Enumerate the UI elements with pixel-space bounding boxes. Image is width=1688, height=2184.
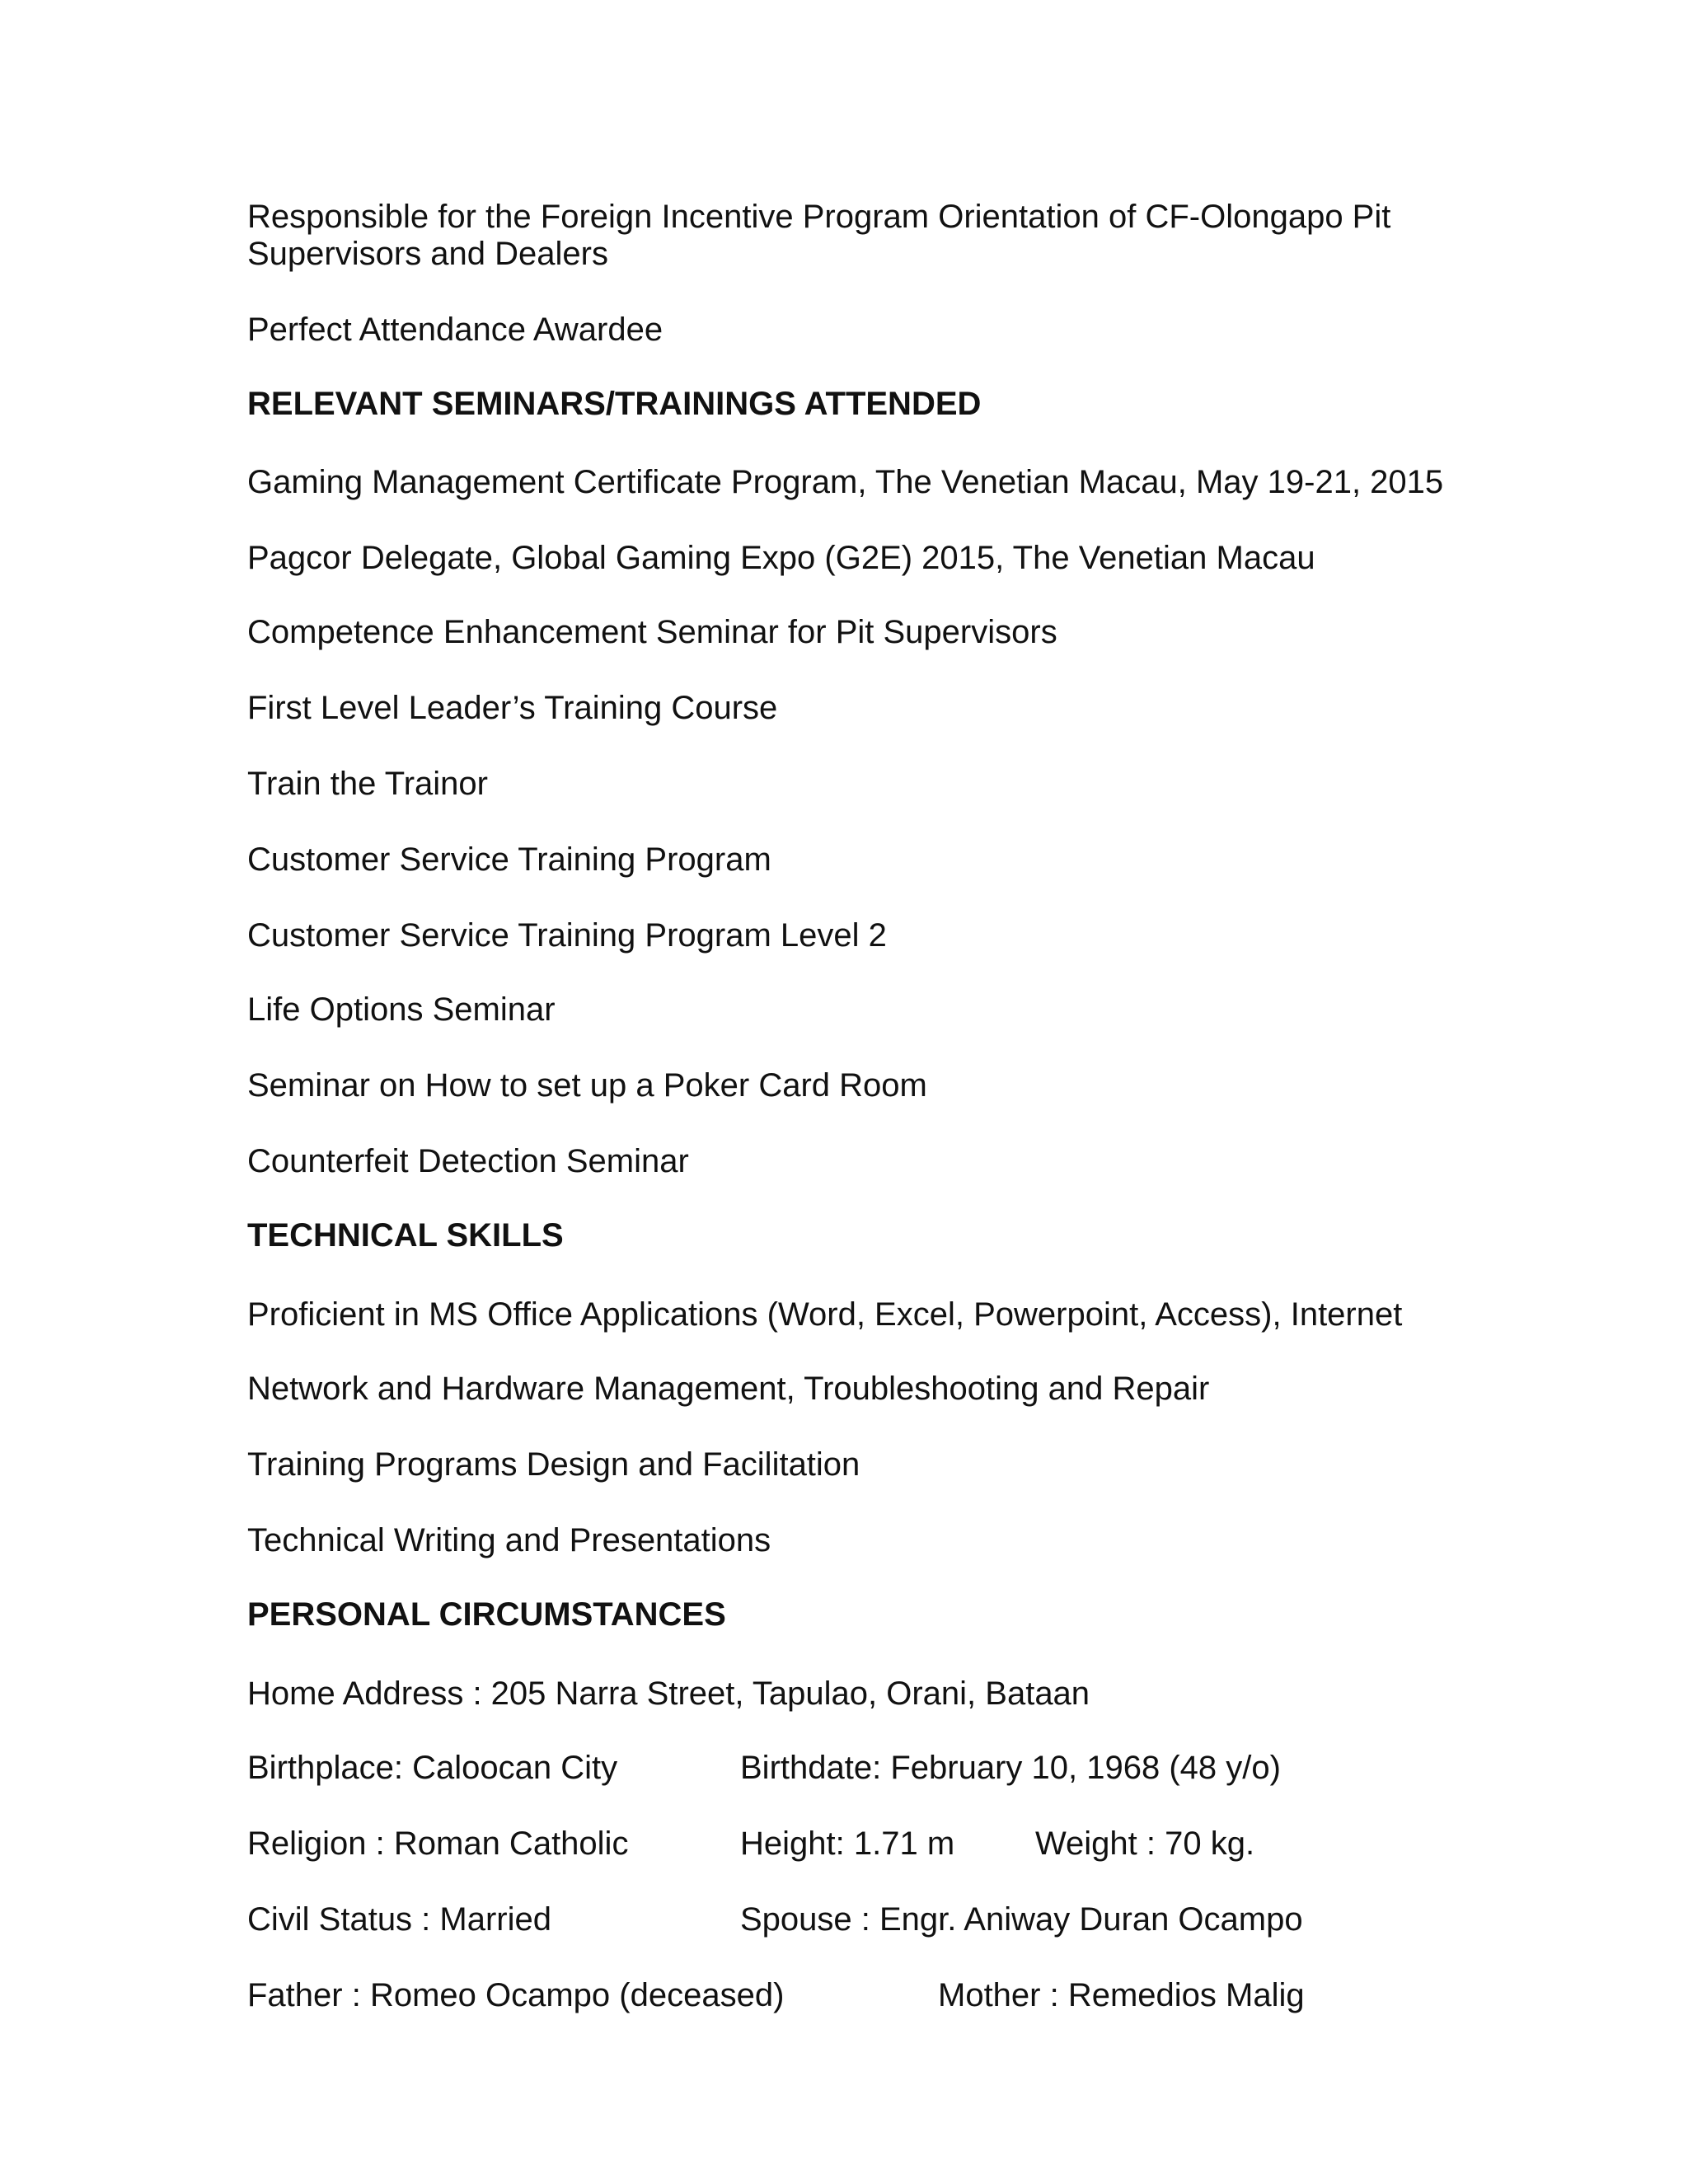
personal-heading: PERSONAL CIRCUMSTANCES [247, 1596, 726, 1633]
birthdate: Birthdate: February 10, 1968 (48 y/o) [740, 1750, 1281, 1786]
seminar-item: Pagcor Delegate, Global Gaming Expo (G2E) 2015, The Venetian Macau [247, 540, 1315, 576]
award-line: Perfect Attendance Awardee [247, 312, 663, 348]
spouse: Spouse : Engr. Aniway Duran Ocampo [740, 1901, 1303, 1938]
seminar-item: First Level Leader’s Training Course [247, 690, 778, 726]
seminar-item: Competence Enhancement Seminar for Pit Supervisors [247, 614, 1057, 650]
seminars-heading: RELEVANT SEMINARS/TRAININGS ATTENDED [247, 386, 982, 422]
seminar-item: Counterfeit Detection Seminar [247, 1143, 689, 1179]
birthplace: Birthplace: Caloocan City [247, 1750, 618, 1786]
weight: Weight : 70 kg. [1035, 1825, 1255, 1862]
intro-line-2: Supervisors and Dealers [247, 236, 608, 272]
seminar-item: Gaming Management Certificate Program, The Venetian Macau, May 19-21, 2015 [247, 464, 1444, 500]
skill-item: Network and Hardware Management, Troubleshooting and Repair [247, 1371, 1210, 1407]
mother: Mother : Remedios Malig [938, 1977, 1305, 2013]
religion: Religion : Roman Catholic [247, 1825, 629, 1862]
intro-line-1: Responsible for the Foreign Incentive Program Orientation of CF-Olongapo Pit [247, 199, 1391, 235]
seminar-item: Seminar on How to set up a Poker Card Room [247, 1067, 927, 1104]
skills-heading: TECHNICAL SKILLS [247, 1217, 564, 1254]
home-address: Home Address : 205 Narra Street, Tapulao, Orani, Bataan [247, 1675, 1090, 1712]
skill-item: Proficient in MS Office Applications (Word, Excel, Powerpoint, Access), Internet [247, 1296, 1403, 1333]
seminar-item: Train the Trainor [247, 766, 488, 802]
seminar-item: Customer Service Training Program [247, 841, 771, 878]
skill-item: Training Programs Design and Facilitation [247, 1446, 860, 1483]
civil-status: Civil Status : Married [247, 1901, 551, 1938]
father: Father : Romeo Ocampo (deceased) [247, 1977, 785, 2013]
skill-item: Technical Writing and Presentations [247, 1522, 771, 1558]
seminar-item: Life Options Seminar [247, 991, 556, 1028]
height: Height: 1.71 m [740, 1825, 955, 1862]
seminar-item: Customer Service Training Program Level 2 [247, 917, 887, 954]
